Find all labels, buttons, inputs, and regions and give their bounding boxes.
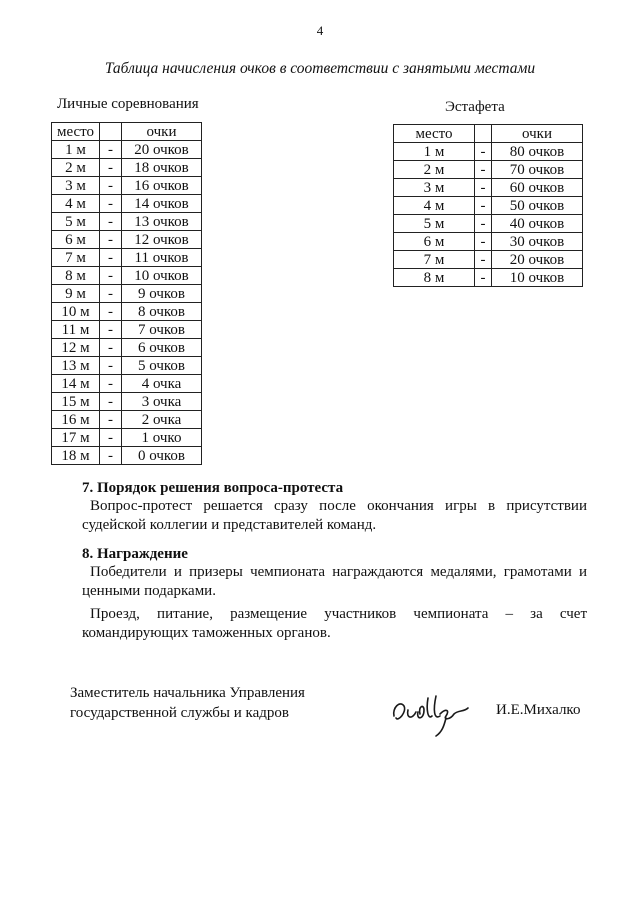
table-row <box>394 269 583 287</box>
place-cell: 15 м <box>52 393 100 411</box>
points-cell: 8 очков <box>122 303 202 321</box>
header-place: место <box>394 125 475 143</box>
dash-cell: - <box>100 249 122 267</box>
points-cell: 50 очков <box>492 197 583 215</box>
relay-points-table <box>393 124 583 287</box>
section-awards <box>82 545 587 641</box>
place-cell: 4 м <box>394 197 475 215</box>
points-cell: 6 очков <box>122 339 202 357</box>
dash-cell: - <box>100 159 122 177</box>
points-cell: 12 очков <box>122 231 202 249</box>
points-cell: 18 очков <box>122 159 202 177</box>
table-row <box>394 215 583 233</box>
table-row <box>52 177 202 195</box>
table-row <box>52 393 202 411</box>
table-row <box>52 429 202 447</box>
place-cell: 13 м <box>52 357 100 375</box>
header-dash <box>475 125 492 143</box>
place-cell: 6 м <box>394 233 475 251</box>
place-cell: 17 м <box>52 429 100 447</box>
dash-cell: - <box>100 393 122 411</box>
table-row <box>394 143 583 161</box>
points-cell: 9 очков <box>122 285 202 303</box>
points-cell: 13 очков <box>122 213 202 231</box>
dash-cell: - <box>100 231 122 249</box>
place-cell: 8 м <box>52 267 100 285</box>
table-header-row <box>394 125 583 143</box>
header-points: очки <box>122 123 202 141</box>
points-cell: 3 очка <box>122 393 202 411</box>
dash-cell: - <box>475 251 492 269</box>
place-cell: 8 м <box>394 269 475 287</box>
table-row <box>394 233 583 251</box>
dash-cell: - <box>100 339 122 357</box>
dash-cell: - <box>100 303 122 321</box>
header-dash <box>100 123 122 141</box>
dash-cell: - <box>100 321 122 339</box>
points-cell: 20 очков <box>122 141 202 159</box>
dash-cell: - <box>100 267 122 285</box>
place-cell: 5 м <box>52 213 100 231</box>
table-row <box>52 411 202 429</box>
place-cell: 6 м <box>52 231 100 249</box>
section-text: Вопрос-протест решается сразу после окончания игры в присутствии судейской коллегии и представителей команд. <box>82 498 587 533</box>
table-row <box>52 321 202 339</box>
dash-cell: - <box>100 429 122 447</box>
points-cell: 1 очко <box>122 429 202 447</box>
table-row <box>394 161 583 179</box>
table-row <box>52 339 202 357</box>
table-row <box>52 213 202 231</box>
dash-cell: - <box>100 375 122 393</box>
points-cell: 4 очка <box>122 375 202 393</box>
table-row <box>52 231 202 249</box>
section-heading: 7. Порядок решения вопроса-протеста <box>82 480 344 496</box>
place-cell: 5 м <box>394 215 475 233</box>
points-cell: 60 очков <box>492 179 583 197</box>
place-cell: 2 м <box>52 159 100 177</box>
position-line: Заместитель начальника Управления <box>70 685 305 701</box>
header-points: очки <box>492 125 583 143</box>
dash-cell: - <box>100 177 122 195</box>
table-row <box>52 249 202 267</box>
points-cell: 40 очков <box>492 215 583 233</box>
place-cell: 18 м <box>52 447 100 465</box>
place-cell: 3 м <box>52 177 100 195</box>
points-cell: 80 очков <box>492 143 583 161</box>
page-number: 4 <box>316 23 324 38</box>
dash-cell: - <box>100 213 122 231</box>
dash-cell: - <box>100 357 122 375</box>
points-cell: 11 очков <box>122 249 202 267</box>
points-cell: 30 очков <box>492 233 583 251</box>
signatory-position <box>70 683 305 723</box>
section-text: Победители и призеры чемпионата награждаются медалями, грамотами и ценными подарками. <box>82 564 587 599</box>
table-header-row <box>52 123 202 141</box>
dash-cell: - <box>475 215 492 233</box>
table-row <box>52 285 202 303</box>
place-cell: 10 м <box>52 303 100 321</box>
place-cell: 11 м <box>52 321 100 339</box>
dash-cell: - <box>475 269 492 287</box>
table-row <box>394 197 583 215</box>
place-cell: 1 м <box>52 141 100 159</box>
table-row <box>52 357 202 375</box>
section-heading: 8. Награждение <box>82 546 188 562</box>
table-row <box>394 179 583 197</box>
table-row <box>52 159 202 177</box>
signatory-name: И.Е.Михалко <box>496 702 581 718</box>
header-place: место <box>52 123 100 141</box>
points-cell: 2 очка <box>122 411 202 429</box>
points-cell: 7 очков <box>122 321 202 339</box>
place-cell: 9 м <box>52 285 100 303</box>
dash-cell: - <box>475 161 492 179</box>
individual-table-caption: Личные соревнования <box>57 96 199 112</box>
dash-cell: - <box>100 447 122 465</box>
table-row <box>52 303 202 321</box>
place-cell: 2 м <box>394 161 475 179</box>
dash-cell: - <box>475 197 492 215</box>
section-text: Проезд, питание, размещение участников чемпионата – за счет командирующих таможенных органов. <box>82 606 587 641</box>
individual-points-table <box>51 122 202 465</box>
points-cell: 10 очков <box>492 269 583 287</box>
place-cell: 16 м <box>52 411 100 429</box>
dash-cell: - <box>475 143 492 161</box>
table-row <box>52 141 202 159</box>
dash-cell: - <box>100 411 122 429</box>
dash-cell: - <box>100 195 122 213</box>
position-line: государственной службы и кадров <box>70 705 289 721</box>
dash-cell: - <box>100 141 122 159</box>
table-row <box>394 251 583 269</box>
relay-table-caption: Эстафета <box>445 99 505 115</box>
table-row <box>52 375 202 393</box>
points-cell: 0 очков <box>122 447 202 465</box>
table-row <box>52 267 202 285</box>
document-title: Таблица начисления очков в соответствии с занятыми местами <box>104 60 536 77</box>
points-cell: 70 очков <box>492 161 583 179</box>
handwritten-signature <box>388 690 472 740</box>
section-protest <box>82 479 587 533</box>
place-cell: 7 м <box>52 249 100 267</box>
points-cell: 5 очков <box>122 357 202 375</box>
points-cell: 20 очков <box>492 251 583 269</box>
place-cell: 7 м <box>394 251 475 269</box>
table-row <box>52 195 202 213</box>
points-cell: 14 очков <box>122 195 202 213</box>
points-cell: 16 очков <box>122 177 202 195</box>
place-cell: 4 м <box>52 195 100 213</box>
place-cell: 3 м <box>394 179 475 197</box>
dash-cell: - <box>100 285 122 303</box>
place-cell: 14 м <box>52 375 100 393</box>
dash-cell: - <box>475 233 492 251</box>
table-row <box>52 447 202 465</box>
points-cell: 10 очков <box>122 267 202 285</box>
place-cell: 1 м <box>394 143 475 161</box>
dash-cell: - <box>475 179 492 197</box>
place-cell: 12 м <box>52 339 100 357</box>
